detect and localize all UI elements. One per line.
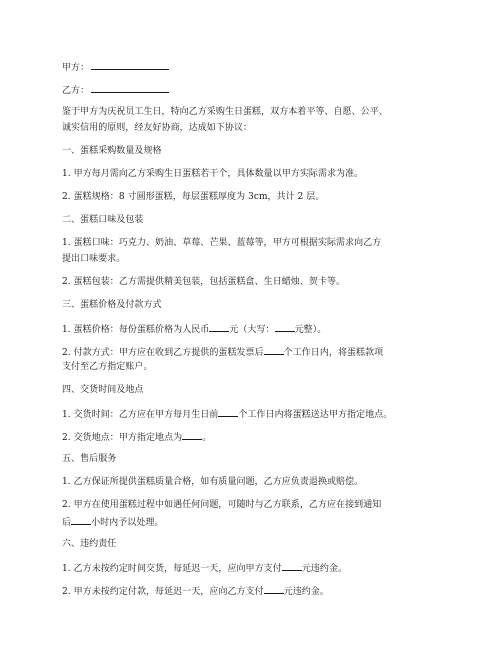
section-2-item-1a: 1. 蛋糕口味：巧克力、奶油、草莓、芒果、蓝莓等，甲方可根据实际需求向乙方 [62,238,382,248]
section-3-item-2b: 支付至乙方指定账户。 [62,362,153,372]
penalty-b-text-2: 元违约金。 [301,564,348,574]
section-5-item-2a: 2. 甲方在使用蛋糕过程中如遇任何问题，可随时与乙方联系，乙方应在接到通知 [62,500,382,510]
section-4-item-1 [62,407,392,421]
preamble-line-1: 鉴于甲方为庆祝员工生日，特向乙方采购生日蛋糕，双方本着平等、自愿、公平、 [62,107,388,117]
section-1-item-1: 1. 甲方每月需向乙方采购生日蛋糕若干个，具体数量以甲方实际需求为准。 [62,169,364,179]
preamble-line-2: 诚实信用的原则，经友好协商，达成如下协议： [62,123,253,133]
delivery-time-text-1: 1. 交货时间：乙方应在甲方每月生日前 [62,410,219,420]
section-3-item-2a [62,345,383,359]
section-5-item-2b [62,515,163,529]
price-blank [209,322,229,332]
payment-text-1: 2. 付款方式：甲方应在收到乙方提供的蛋糕发票后 [62,348,264,358]
service-hours-blank [71,515,91,525]
section-2-item-2: 2. 蛋糕包装：乙方需提供精美包装，包括蛋糕盒、生日蜡烛、贺卡等。 [62,277,346,287]
section-5-item-1: 1. 乙方保证所提供蛋糕质量合格，如有质量问题，乙方应负责退换或赔偿。 [62,477,364,487]
penalty-a-text-2: 元违约金。 [283,587,329,597]
section-3-title: 三、蛋糕价格及付款方式 [62,300,162,310]
penalty-b-blank [282,561,302,571]
party-a-blank [91,60,169,70]
section-1-item-2: 2. 蛋糕规格：8 寸圆形蛋糕，每层蛋糕厚度为 3cm，共计 2 层。 [62,192,325,202]
section-4-title: 四、交货时间及地点 [62,385,144,395]
section-2-title: 二、蛋糕口味及包装 [62,215,144,225]
price-text-3: 元整）。 [294,325,327,335]
service-text-1: 后 [62,518,72,528]
section-2-item-1b: 提出口味要求。 [62,254,126,264]
delivery-place-blank [182,430,202,440]
penalty-a-text-1: 2. 甲方未按约定付款，每延迟一天，应向乙方支付 [62,587,264,597]
party-b-blank [91,83,169,93]
price-capital-blank [275,322,295,332]
delivery-place-text-1: 2. 交货地点：甲方指定地点为 [62,433,183,443]
price-text-1: 1. 蛋糕价格：每份蛋糕价格为人民币 [62,325,210,335]
section-5-title: 五、售后服务 [62,454,117,464]
section-4-item-2 [62,430,211,444]
section-6-item-2 [62,584,329,598]
payment-days-blank [264,345,284,355]
payment-text-2: 个工作日内，将蛋糕款项 [283,348,384,358]
penalty-a-blank [264,584,284,594]
section-1-title: 一、蛋糕采购数量及规格 [62,146,162,156]
delivery-days-blank [218,407,238,417]
section-3-item-1 [62,322,326,336]
service-text-2: 小时内予以处理。 [91,518,164,528]
section-6-item-1 [62,561,347,575]
section-6-title: 六、违约责任 [62,539,117,549]
party-b-label: 乙方： [62,86,90,96]
party-b-line [62,83,169,97]
party-a-label: 甲方： [62,63,90,73]
delivery-place-text-2: 。 [202,433,212,443]
penalty-b-text-1: 1. 乙方未按约定时间交货，每延迟一天，应向甲方支付 [62,564,282,574]
delivery-time-text-2: 个工作日内将蛋糕送达甲方指定地点。 [238,410,393,420]
price-text-2: 元（大写： [229,325,275,335]
party-a-line [62,60,169,74]
